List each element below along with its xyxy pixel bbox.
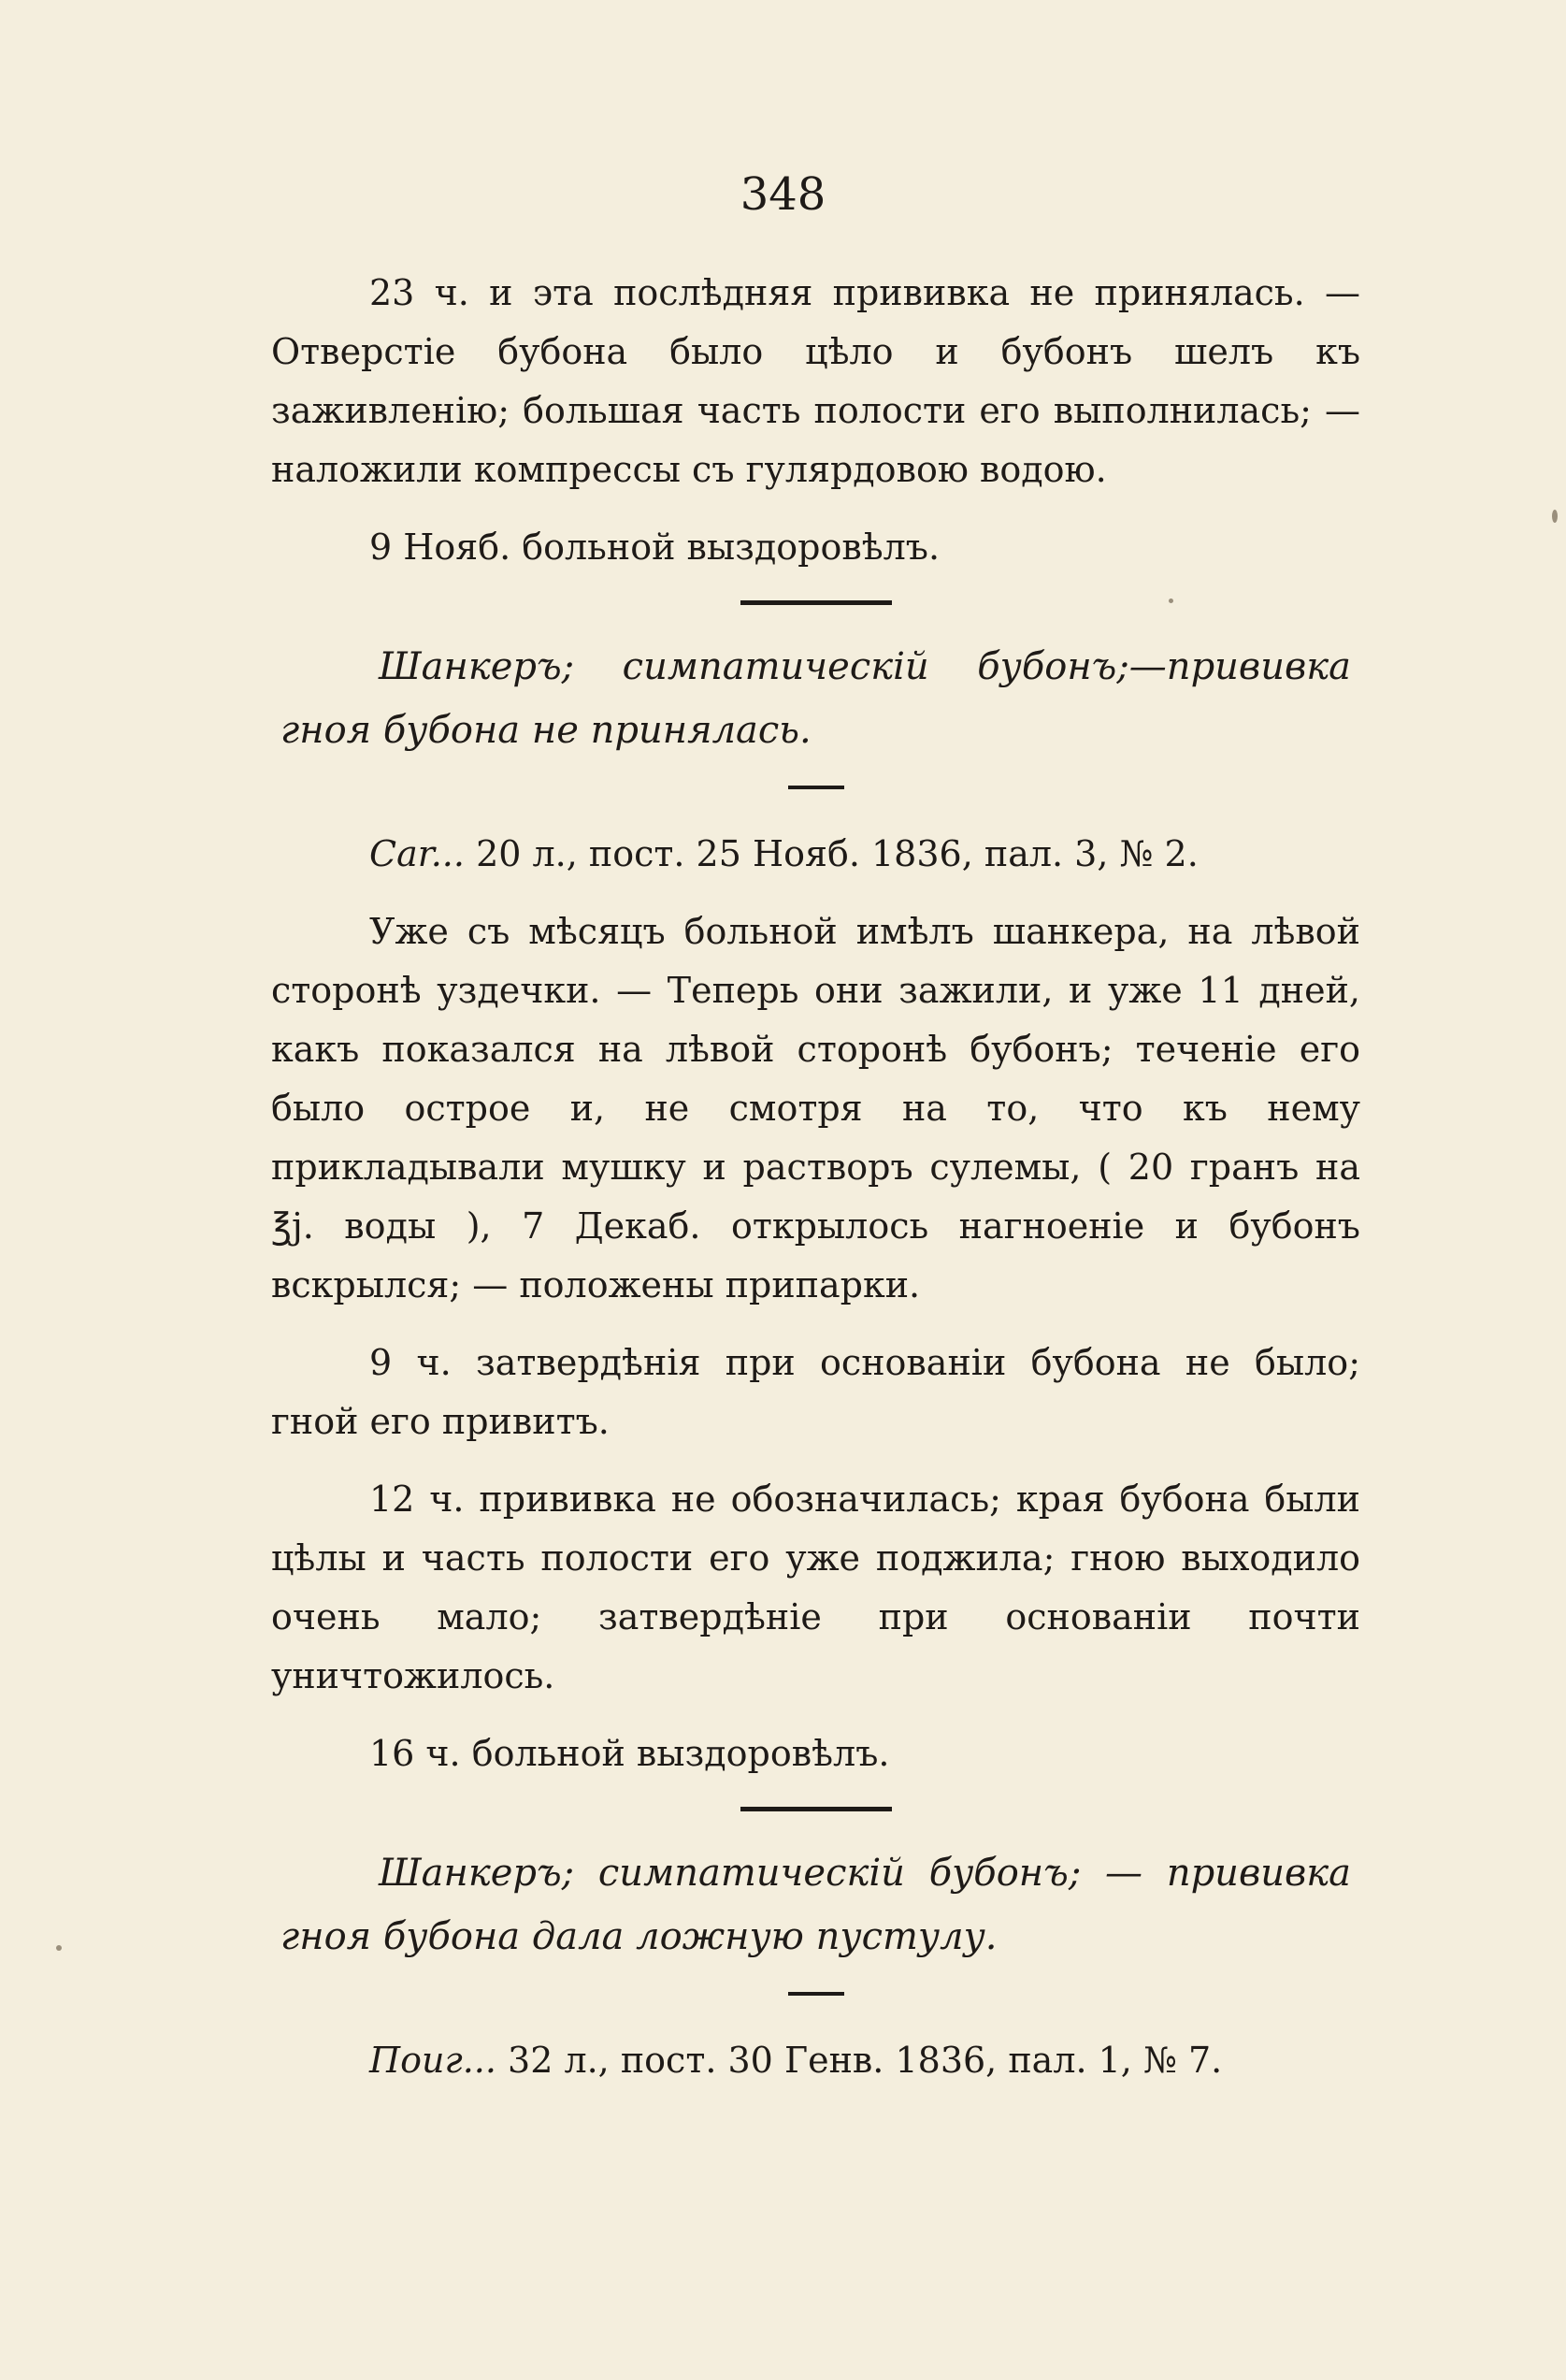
case-header xyxy=(271,2031,1360,2090)
section-divider xyxy=(740,1807,892,1811)
case-header xyxy=(271,825,1360,884)
section-divider xyxy=(740,600,892,605)
heading-divider xyxy=(788,786,844,789)
paragraph: 23 ч. и эта послѣдняя прививка не принялась. — Отверстіе бубона было цѣло и бубонъ шелъ къ заживленію; большая часть полости его выполнилась; — наложили компрессы съ гулярдовою водою. xyxy=(271,272,1360,490)
paragraph: 9 ч. затвердѣнія при основаніи бубона не было; гной его привитъ. xyxy=(271,1342,1360,1442)
paragraph: 12 ч. прививка не обозначилась; края бубона были цѣлы и часть полости его уже поджила; гною выходило очень мало; затвердѣніе при основаніи почти уничтожилось. xyxy=(271,1478,1360,1696)
case-info: 32 л., пост. 30 Генв. 1836, пал. 1, № 7. xyxy=(508,2040,1223,2081)
page-number: 348 xyxy=(740,168,826,221)
paragraph: 9 Нояб. больной выздоровѣлъ. xyxy=(369,526,941,568)
section-heading: Шанкеръ; симпатическій бубонъ;—прививка гноя бубона не принялась. xyxy=(280,645,1351,752)
paragraph: Уже съ мѣсяцъ больной имѣлъ шанкера, на лѣвой сторонѣ уздечки. — Теперь они зажили, и уже 11 дней, какъ показался на лѣвой сторонѣ бубонъ; теченіе его было острое и, не смотря на то, что къ нему прикладывали мушку и растворъ сулемы, ( 20 гранъ на ℥j. воды ), 7 Декаб. открылось нагноеніе и бубонъ вскрылся; — положены припарки. xyxy=(271,911,1360,1305)
patient-name: Car... xyxy=(369,833,465,874)
case-info: 20 л., пост. 25 Нояб. 1836, пал. 3, № 2. xyxy=(476,833,1199,874)
paper-speck xyxy=(56,1945,62,1951)
patient-name: Поиг... xyxy=(369,2040,496,2081)
paragraph: 16 ч. больной выздоровѣлъ. xyxy=(369,1733,890,1774)
page-text xyxy=(271,264,1360,2109)
heading-divider xyxy=(788,1992,844,1996)
paper-speck xyxy=(1552,510,1558,523)
section-heading: Шанкеръ; симпатическій бубонъ; — прививка гноя бубона дала ложную пустулу. xyxy=(280,1852,1351,1958)
paper-speck xyxy=(1169,599,1173,603)
